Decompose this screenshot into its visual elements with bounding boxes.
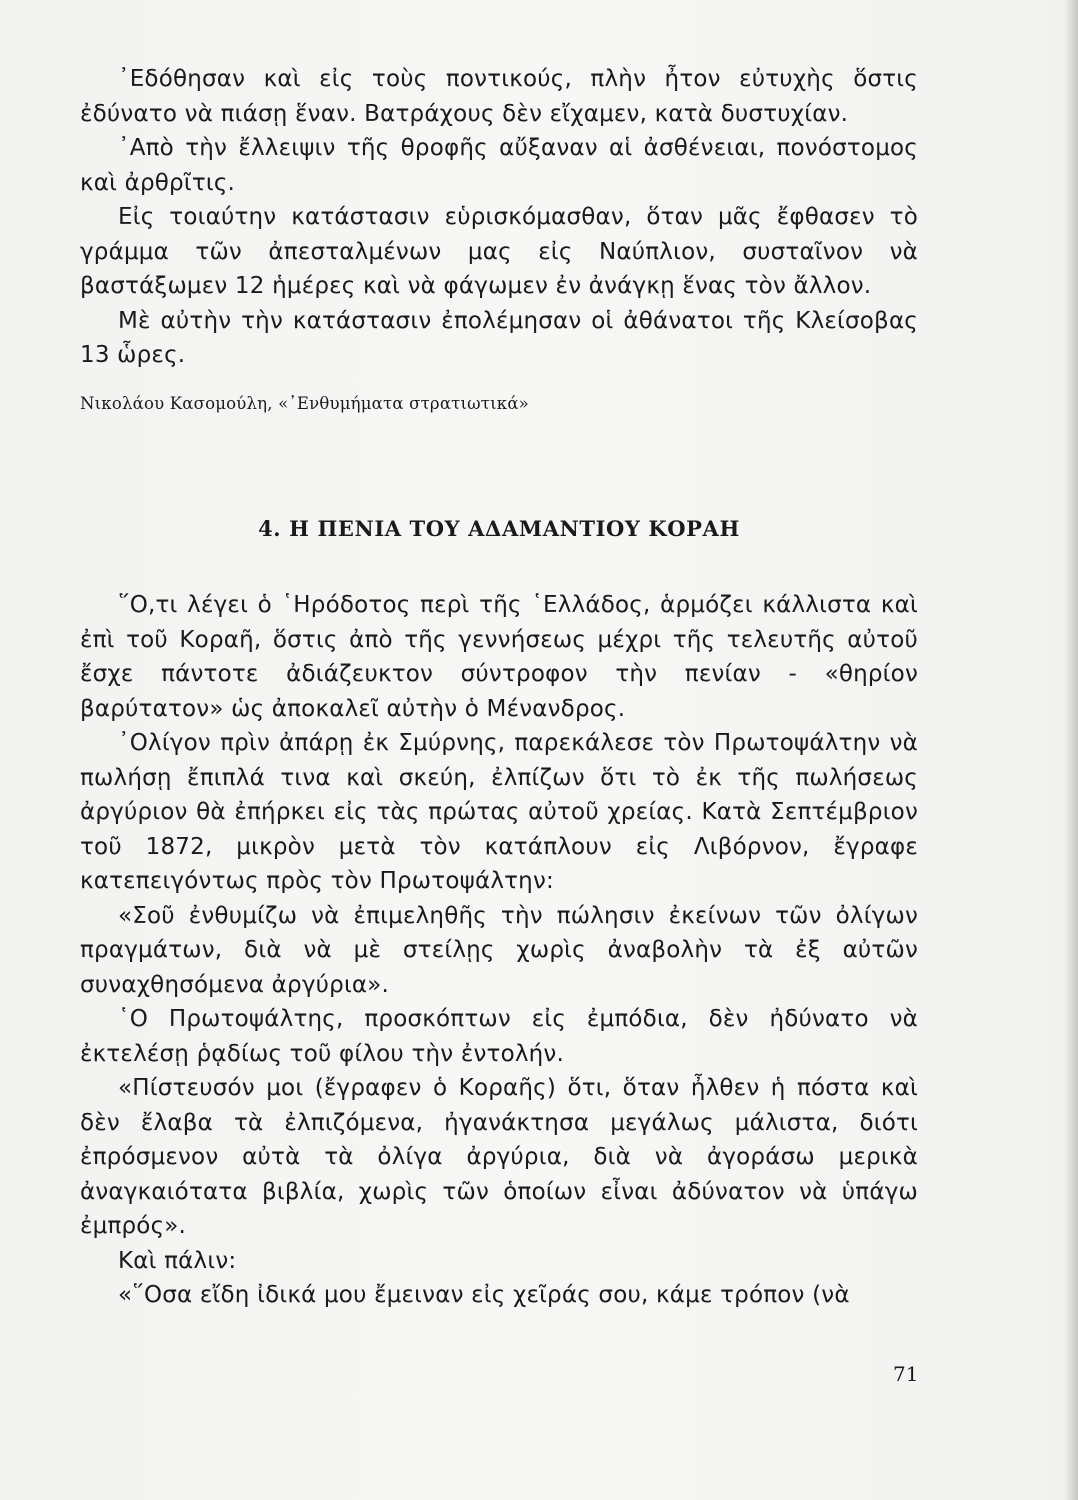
quote-believe-me: «Πίστευσόν μοι (ἔγραφεν ὁ Κοραῆς) ὅτι, ὅταν ἦλθεν ἡ πόστα καὶ δὲν ἔλαβα τὰ ἐλπιζόμενα, ἠγανάκτησα μεγάλως μάλιστα, διότι ἐπρόσμενον αὐτὰ τὰ ὀλίγα ἀργύρια, διὰ νὰ ἀγοράσω μερικὰ ἀναγκαιότατα βιβλία, χωρὶς τῶν ὁποίων εἶναι ἀδύνατον νὰ ὑπάγω ἐμπρός». — [80, 1075, 918, 1239]
top-text-block — [80, 62, 918, 417]
paragraph-herodotus: ῞Ο,τι λέγει ὁ ῾Ηρόδοτος περὶ τῆς ῾Ελλάδος, ἁρμόζει κάλλιστα καὶ ἐπὶ τοῦ Κοραῆ, ὅστις ἀπὸ τῆς γεννήσεως μέχρι τῆς τελευτῆς αὐτοῦ ἔσχε πάντοτε ἀδιάζευκτον σύντροφον τὴν πενίαν - «θηρίον βαρύτατον» ὡς ἀποκαλεῖ αὐτὴν ὁ Μένανδρος. — [80, 592, 918, 722]
paragraph-protopsaltis: ῾Ο Πρωτοψάλτης, προσκόπτων εἰς ἐμπόδια, δὲν ἠδύνατο νὰ ἐκτελέσῃ ῥᾳδίως τοῦ φίλου τὴν ἐντολήν. — [80, 1006, 918, 1067]
source-citation: Νικολάου Κασομούλη, «᾿Ενθυμήματα στρατιωτικά» — [80, 393, 529, 413]
page-edge-shadow — [1064, 0, 1078, 1500]
quote-reminder: «Σοῦ ἐνθυμίζω νὰ ἐπιμεληθῆς τὴν πώλησιν ἐκείνων τῶν ὀλίγων πραγμάτων, διὰ νὰ μὲ στείλῃς χωρὶς ἀναβολὴν τὰ ἐξ αὐτῶν συναχθησόμενα ἀργύρια». — [80, 902, 918, 998]
paragraph-and-again: Καὶ πάλιν: — [118, 1247, 237, 1274]
quote-items: «῞Οσα εἴδη ἰδικά μου ἔμειναν εἰς χεῖράς σου, κάμε τρόπον (νὰ — [118, 1282, 850, 1308]
paragraph-smyrna: ᾿Ολίγον πρὶν ἀπάρῃ ἐκ Σμύρνης, παρεκάλεσε τὸν Πρωτοψάλτην νὰ πωλήσῃ ἔπιπλά τινα καὶ σκεύη, ἐλπίζων ὅτι τὸ ἐκ τῆς πωλήσεως ἀργύριον θὰ ἐπήρκει εἰς τὰς πρώτας αὐτοῦ χρείας. Κατὰ Σεπτέμβριον τοῦ 1872, μικρὸν μετὰ τὸν κατάπλουν εἰς Λιβόρνον, ἔγραφε κατεπειγόντως πρὸς τὸν Πρωτοψάλτην: — [80, 730, 918, 894]
paragraph-illness: ᾿Απὸ τὴν ἔλλειψιν τῆς θροφῆς αὔξαναν αἱ ἀσθένειαι, πονόστομος καὶ ἀρθρῖτις. — [80, 135, 918, 196]
paragraph-kleisova: Μὲ αὐτὴν τὴν κατάστασιν ἐπολέμησαν οἱ ἀθάνατοι τῆς Κλείσοβας 13 ὧρες. — [80, 307, 918, 368]
paragraph-letter: Εἰς τοιαύτην κατάστασιν εὑρισκόμασθαν, ὅταν μᾶς ἔφθασεν τὸ γράμμα τῶν ἀπεσταλμένων μας εἰς Ναύπλιον, συσταῖνον νὰ βαστάξωμεν 12 ἡμέρες καὶ νὰ φάγωμεν ἐν ἀνάγκῃ ἕνας τὸν ἄλλον. — [80, 204, 918, 299]
section-text-block — [80, 588, 918, 1313]
paragraph-frogs: ᾿Εδόθησαν καὶ εἰς τοὺς ποντικούς, πλὴν ἦτον εὐτυχὴς ὅστις ἐδύνατο νὰ πιάσῃ ἕναν. Βατράχους δὲν εἴχαμεν, κατὰ δυστυχίαν. — [80, 66, 918, 127]
section-heading: 4. Η ΠΕΝΙΑ ΤΟΥ ΑΔΑΜΑΝΤΙΟΥ ΚΟΡΑΗ — [258, 516, 740, 541]
page-number: 71 — [893, 1362, 919, 1386]
